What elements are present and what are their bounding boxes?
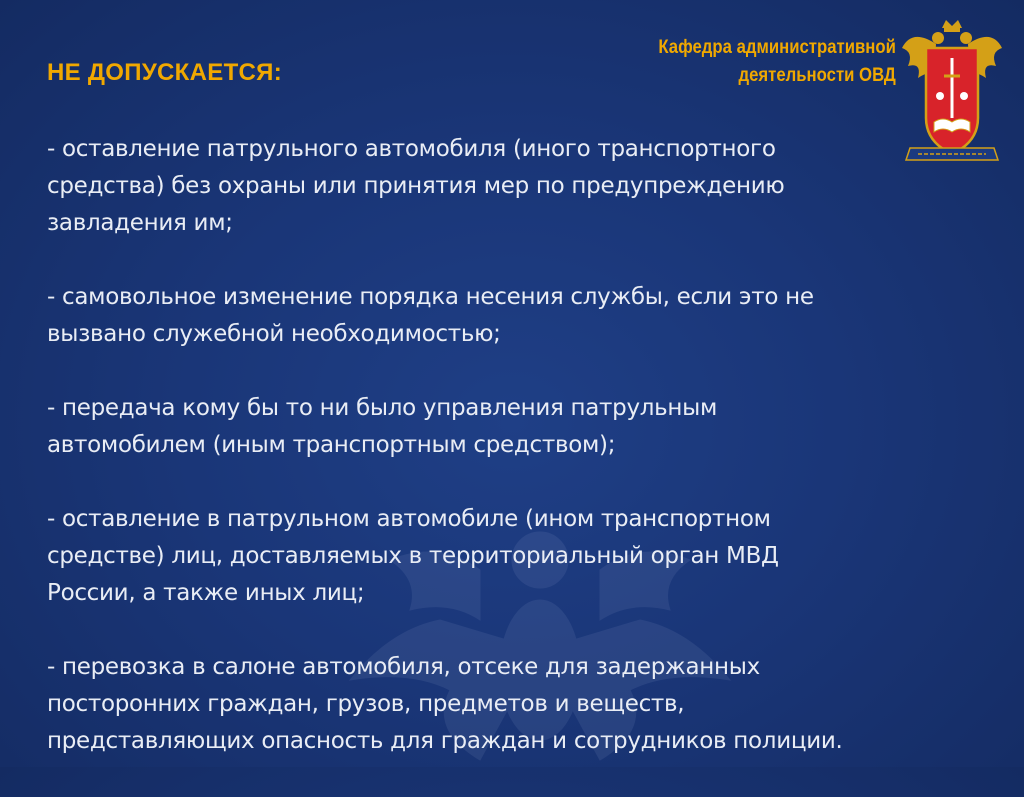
- list-item-line: - перевозка в салоне автомобиля, отсеке для задержанных: [47, 654, 760, 680]
- list-item-line: - самовольное изменение порядка несения службы, если это не: [47, 284, 814, 310]
- list-item-line: - оставление в патрульном автомобиле (ином транспортном: [47, 506, 771, 532]
- department-title: [659, 34, 896, 90]
- list-item-line: средстве) лиц, доставляемых в территориальный орган МВД: [47, 543, 779, 569]
- list-item-line: посторонних граждан, грузов, предметов и веществ,: [47, 691, 685, 717]
- list-item-line: - передача кому бы то ни было управления патрульным: [47, 395, 718, 421]
- list-item: [47, 390, 947, 464]
- slide-heading: НЕ ДОПУСКАЕТСЯ:: [47, 59, 283, 86]
- list-item: [47, 649, 947, 760]
- list-item-line: завладения им;: [47, 210, 233, 236]
- list-item-line: средства) без охраны или принятия мер по предупреждению: [47, 173, 785, 199]
- rules-list: [47, 131, 947, 797]
- list-item: [47, 501, 947, 612]
- list-item-line: автомобилем (иным транспортным средством);: [47, 432, 616, 458]
- department-title-line2: деятельности ОВД: [738, 65, 896, 86]
- list-item-line: представляющих опасность для граждан и сотрудников полиции.: [47, 728, 843, 754]
- list-item-line: России, а также иных лиц;: [47, 580, 365, 606]
- department-title-line1: Кафедра административной: [658, 37, 896, 58]
- list-item: [47, 279, 947, 353]
- list-item-line: вызвано служебной необходимостью;: [47, 321, 501, 347]
- list-item: [47, 131, 947, 242]
- list-item-line: - оставление патрульного автомобиля (иного транспортного: [47, 136, 776, 162]
